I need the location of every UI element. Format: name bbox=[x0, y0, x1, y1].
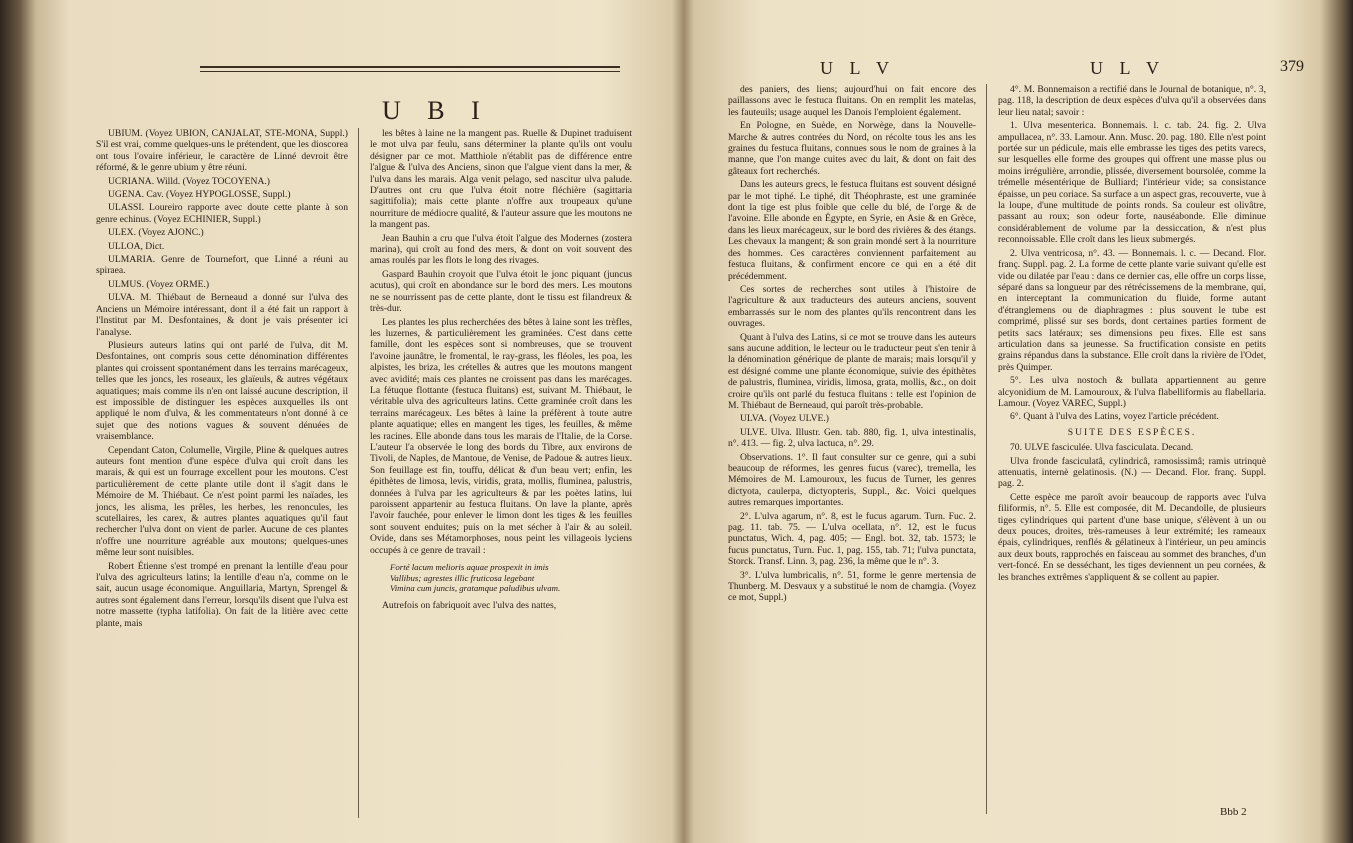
paragraph: 4°. M. Bonnemaison a rectifié dans le Journal de botanique, n°. 3, pag. 118, la description de deux espèces d'ulva qu'il a observées dans leur lieu natal; savoir : bbox=[998, 84, 1266, 118]
running-head-left: U L V bbox=[820, 58, 895, 78]
paragraph: ULEX. (Voyez AJONC.) bbox=[108, 227, 204, 239]
paragraph: ULMUS. (Voyez ORME.) bbox=[108, 278, 210, 290]
verse-line: Forté lacum melioris aquae prospexit in imis bbox=[390, 562, 549, 573]
paragraph: Observations. 1°. Il faut consulter sur ce genre, qui a subi beaucoup de réformes, les genres fucus (varec), tremella, les Mémoires de M. Lamouroux, les fucus de Turner, les genres dictyota, caulerpa, dictyopteris, Suppl., &c. Voici quelques autres remarques importantes. bbox=[728, 451, 976, 509]
paragraph: 6°. Quant à l'ulva des Latins, voyez l'article précédent. bbox=[1010, 411, 1219, 423]
section-subheading: SUITE DES ESPÈCES. bbox=[1067, 426, 1197, 438]
paragraph: ULVE. Ulva. Illustr. Gen. tab. 880, fig. 1, ulva intestinalis, n°. 413. — fig. 2, ulva lactuca, n°. 29. bbox=[728, 426, 976, 450]
paragraph: Robert Étienne s'est trompé en prenant la lentille d'eau pour l'ulva des agriculteurs latins; la lentille d'eau n'a, comme on le sait, aucun usage économique. Anguillaria, Martyn, Sprengel & autres sont également dans l'erreur, lorsqu'ils disent que l'ulva est notre massette (typha latifolia). On fait de la litière avec cette plante, mais bbox=[96, 560, 348, 629]
verse-line: Vallibus; agrestes illic fruticosa legebant bbox=[390, 572, 535, 583]
paragraph: Quant à l'ulva des Latins, si ce mot se trouve dans les auteurs sans aucune addition, le lecteur ou le traducteur peut s'en tenir à la dénomination générique de plante de marais; mais lorsqu'il y est désigné comme une plante économique, suivie des épithètes de palustris, fluminea, viridis, limosa, grata, mollis, &c., on doit croire qu'ils ont parlé du festuca fluitans : telle est l'opinion de M. Thiébaut de Berneaud, qui paroît très-probable. bbox=[728, 331, 976, 411]
signature-mark: Bbb 2 bbox=[1220, 806, 1247, 818]
paragraph: Jean Bauhin a cru que l'ulva étoit l'algue des Modernes (zostera marina), qui croît au fond des mers, & dont on voit souvent des amas roulés par les flots le long des rivages. bbox=[370, 232, 632, 267]
paragraph: Cependant Caton, Columelle, Virgile, Pline & quelques autres auteurs font mention d'une espèce d'ulva qui croît dans les marais, & qui est un fourrage excellent pour les moutons. C'est particulièrement de cette plante utile dont il s'agit dans le Mémoire de M. Thiébaut. Ce n'est point parmi les naïades, les joncs, les alisma, les prêles, les herbes, les renoncules, les scutellaires, les carex, & autres plantes aquatiques qu'il faut rechercher l'ulva dont on vient de parler. Aucune de ces plantes n'offre une nourriture agréable aux moutons; quelques-unes même leur sont nuisibles. bbox=[96, 444, 348, 559]
paragraph: UBIUM. (Voyez UBION, CANJALAT, STE-MONA, Suppl.) S'il est vrai, comme quelques-uns le prétendent, que les dioscorea ont tous l'ovaire inférieur, le caractère de Linné devroit être réformé, & le genre ubium y être réuni. bbox=[96, 128, 348, 174]
paragraph: Cette espèce me paroît avoir beaucoup de rapports avec l'ulva filiformis, n°. 5. Elle est composée, dit M. Decandolle, de plusieurs tiges cylindriques qui partent d'une base unique, s'élèvent à un ou deux pouces, droites, très-rameuses à leur extrémité; les rameaux épais, cylindriques, renflés & gélatineux à l'intérieur, un peu amincis aux deux bouts, rapprochés en faisceau au sommet des branches, d'un vert-foncé. En se desséchant, les tiges deviennent un peu cornées, & les branches extrêmes s'appliquent & se collent au papier. bbox=[998, 491, 1266, 583]
top-rule bbox=[200, 66, 620, 68]
page-number: 379 bbox=[1280, 58, 1304, 75]
top-rule-thin bbox=[200, 71, 620, 72]
paragraph: Les plantes les plus recherchées des bêtes à laine sont les trèfles, les luzernes, & particulièrement les graminées. C'est dans cette famille, dont les espèces sont si nombreuses, que se trouvent l'avoine jaunâtre, le fromental, le ray-grass, les fléoles, les poa, les alpistes, les briza, les crételles & autres que les moutons mangent avec avidité; mais ces plantes ne croissent pas dans les marécages. La fétuque flottante (festuca fluitans) est, suivant M. Thiébaut, le véritable ulva des agriculteurs latins. Cette graminée croît dans les terrains marécageux. Les bêtes à laine la préfèrent à toute autre plante aquatique; elles en mangent les tiges, les feuilles, & même les racines. Elle abonde dans tous les marais de l'Italie, de la Corse. L'auteur l'a observée le long des bords du Tibre, aux environs de Tivoli, de Naples, de Mantoue, de Venise, de Padoue & autres lieux. Son feuillage est fin, touffu, délicat & d'un beau vert; enfin, les épithètes de limosa, levis, viridis, grata, mollis, fluminea, palustris, données à l'ulva par les agriculteurs & par les poètes latins, lui paroissent appartenir au festuca fluitans. On lave la plante, après l'avoir fauchée, pour enlever le limon dont les tiges & les feuilles sont souvent enduites; puis on la met sécher à l'air & au soleil. Ovide, dans ses Métamorphoses, nous peint les villageois lyciens occupés à ce genre de travail : bbox=[370, 316, 632, 556]
paragraph: ULASSI. Loureiro rapporte avec doute cette plante à son genre echinus. (Voyez ECHINIER, Suppl.) bbox=[96, 202, 348, 225]
paragraph: Ces sortes de recherches sont utiles à l'histoire de l'agriculture & aux traducteurs des auteurs anciens, souvent embarrassés sur le nom des plantes qu'ils rencontrent dans les ouvrages. bbox=[728, 283, 976, 330]
paragraph: Gaspard Bauhin croyoit que l'ulva étoit le jonc piquant (juncus acutus), qui croît en abondance sur le bord des mers. Les moutons ne se nourrissent pas de cette plante, dont le tissu est filandreux & très-dur. bbox=[370, 268, 632, 315]
paragraph: ULMARIA. Genre de Tournefort, que Linné a réuni au spiraea. bbox=[96, 254, 348, 277]
paragraph: En Pologne, en Suède, en Norwège, dans la Nouvelle-Marche & autres contrées du Nord, on récolte tous les ans les graines du festuca fluitans, connues sous le nom de graines à la manne, que l'on mange cuites avec du lait, & dont on fait des gâteaux fort recherchés. bbox=[728, 120, 976, 177]
paragraph: ULLOA, Dict. bbox=[108, 240, 165, 252]
paragraph: ULVA. M. Thiébaut de Berneaud a donné sur l'ulva des Anciens un Mémoire intéressant, dont il a été fait un rapport à l'Institut par M. Desfontaines, & dont je vais présenter ici l'analyse. bbox=[96, 292, 348, 338]
paragraph: 2. Ulva ventricosa, n°. 43. — Bonnemais. l. c. — Decand. Flor. franç. Suppl. pag. 2. La forme de cette plante varie suivant qu'elle est vide ou dilatée par l'eau : dans ce dernier cas, elle offre un corps lisse, séparé dans sa longueur par des rétrécissemens de la membrane, qui, en interceptant la communication du fluide, forme autant d'étranglemens ou de diaphragmes : plus souvent le tube est comprimé, plissé sur ses bords, dont certaines parties forment de petits sacs latéraux; ses dimensions peu fixes. Elle est sans articulation dans sa jeunesse. Sa fructification consiste en petits grains répandus dans la substance. Elle croît dans la rivière de l'Odet, près Quimper. bbox=[998, 247, 1266, 373]
paragraph: Plusieurs auteurs latins qui ont parlé de l'ulva, dit M. Desfontaines, ont compris sous cette dénomination différentes plantes qui croissent spontanément dans les terrains marécageux, telles que les joncs, les roseaux, les glaïeuls, & autres végétaux aquatiques; mais comme ils n'en ont laissé aucune description, il est impossible de distinguer les espèces auxquelles ils ont appliqué le nom d'ulva, & les commentateurs n'ont donné à ce sujet que des notions vagues & souvent dénuées de vraisemblance. bbox=[96, 339, 348, 443]
paragraph: Dans les auteurs grecs, le festuca fluitans est souvent désigné par le mot tiphé. Le tiphé, dit Théophraste, est une graminée dont la tige est plus foible que celle du blé, de l'orge & de l'avoine. Elle abonde en Égypte, en Syrie, en Asie & en Grèce, dans les lieux marécageux, sur le bord des rivières & des étangs. Les chevaux la mangent; & son grain mondé sert à la nourriture des hommes. Ces caractères conviennent parfaitement au festuca fluitans, & confirment encore ce qui en a été dit précédemment. bbox=[728, 179, 976, 282]
left-page bbox=[70, 0, 670, 843]
page-title: U B I bbox=[382, 96, 490, 125]
left-column-2 bbox=[370, 128, 632, 613]
column-divider-right bbox=[986, 84, 987, 814]
verse-quote bbox=[390, 562, 632, 594]
paragraph: 70. ULVE fasciculée. Ulva fasciculata. Decand. bbox=[1010, 442, 1194, 454]
paragraph: des paniers, des liens; aujourd'hui on fait encore des paillassons avec le festuca fluitans. On en remplit les matelas, les fauteuils; usage auquel les Danois l'emploient également. bbox=[728, 84, 976, 118]
right-page bbox=[700, 0, 1340, 843]
running-head-right: U L V bbox=[1090, 58, 1165, 78]
paragraph: 2°. L'ulva agarum, n°. 8, est le fucus agarum. Turn. Fuc. 2. pag. 11. tab. 75. — L'ulva ocellata, n°. 12, est le fucus punctatus, Wich. 4, pag. 405; — Engl. bot. 32, tab. 1573; le fucus punctatus, Turn. Fuc. 1, pag. 155, tab. 71; l'ulva punctata, Storck. Transf. Linn. 3, pag. 236, la même que le n°. 3. bbox=[728, 510, 976, 568]
left-column-1 bbox=[96, 128, 348, 631]
paragraph: UGENA. Cav. (Voyez HYPOGLOSSE, Suppl.) bbox=[108, 189, 291, 201]
column-divider bbox=[358, 128, 359, 818]
paragraph: 3°. L'ulva lumbricalis, n°. 51, forme le genre mertensia de Thunberg. M. Desvaux y a substitué le nom de chamgia. (Voyez ce mot, Suppl.) bbox=[728, 569, 976, 604]
right-column-1 bbox=[728, 84, 976, 606]
verse-line: Vimina cum juncis, gratamque paludibus ulvam. bbox=[390, 583, 561, 594]
right-column-2 bbox=[998, 84, 1266, 585]
paragraph: les bêtes à laine ne la mangent pas. Ruelle & Dupinet traduisent le mot ulva par feulu, sans déterminer la plante qu'ils ont voulu désigner par ce mot. Matthiole n'établit pas de différence entre l'algue & l'ulva des Anciens, sinon que l'algue vient dans la mer, & l'ulva dans les marais. Alga venit pelago, sed nascitur ulva palude. D'autres ont cru que l'ulva étoit notre fléchière (sagittaria sagittifolia); mais cette plante n'offre aux troupeaux qu'une nourriture de médiocre qualité, & l'auteur assure que les moutons ne la mangent pas. bbox=[370, 128, 633, 231]
paragraph: Ulva fronde fasciculatâ, cylindricâ, ramosissimâ; ramis utrinquè attenuatis, internè gelatinosis. (N.) — Decand. Flor. franç. Suppl. pag. 2. bbox=[998, 455, 1266, 490]
paragraph: Autrefois on fabriquoit avec l'ulva des nattes, bbox=[382, 599, 557, 611]
paragraph: 1. Ulva mesenterica. Bonnemais. l. c. tab. 24. fig. 2. Ulva ampullacea, n°. 33. Lamour. Ann. Musc. 20. pag. 180. Elle n'est point portée sur un pédicule, mais elle embrasse les tiges des petits varecs, sur lesquelles elle forme des groupes qui offrent une masse plus ou moins irrégulière, arrondie, plissée, diversement boursolée, comme la trémelle mésentérique de Bulliard; l'intérieur vide; sa consistance épaisse, un peu coriace. Sa surface a un aspect gras, recouverte, vue à la loupe, d'une multitude de points ronds. Sa couleur est olivâtre, passant au roux; son odeur forte, nauséabonde. Elle diminue considérablement de volume par la dessiccation, & n'est plus reconnoissable. Elle croît dans les lieux submergés. bbox=[998, 120, 1266, 246]
paragraph: ULVA. (Voyez ULVE.) bbox=[740, 413, 830, 425]
paragraph: 5°. Les ulva nostoch & bullata appartiennent au genre alcyonidium de M. Lamouroux, & l'ulva flabelliformis au flabellaria. Lamour. (Voyez VAREC, Suppl.) bbox=[998, 375, 1266, 409]
paragraph: UCRIANA. Willd. (Voyez TOCOYENA.) bbox=[108, 175, 270, 187]
